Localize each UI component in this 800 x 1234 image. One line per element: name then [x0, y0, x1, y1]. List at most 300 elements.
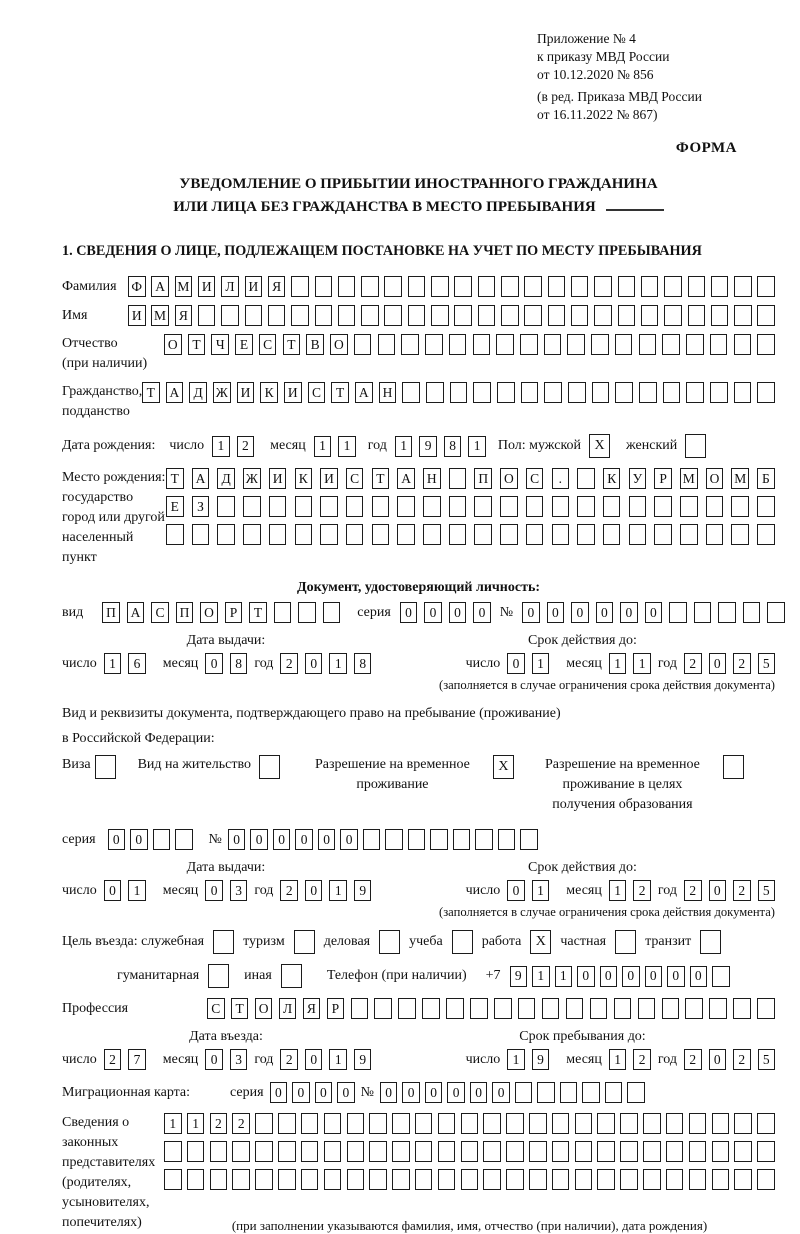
char-cell[interactable]	[537, 1082, 555, 1103]
char-cell[interactable]	[415, 1141, 433, 1162]
purpose-study-checkbox[interactable]	[452, 930, 473, 954]
char-cell[interactable]	[269, 524, 287, 545]
char-cell[interactable]	[483, 1113, 501, 1134]
phone-cells[interactable]	[510, 966, 730, 987]
char-cell[interactable]	[590, 998, 608, 1019]
char-cell[interactable]	[710, 382, 728, 403]
char-cell[interactable]	[295, 524, 313, 545]
char-cell[interactable]: 7	[128, 1049, 146, 1070]
char-cell[interactable]: 2	[733, 1049, 751, 1070]
char-cell[interactable]	[686, 334, 704, 355]
char-cell[interactable]	[210, 1169, 228, 1190]
char-cell[interactable]: 1	[104, 653, 122, 674]
char-cell[interactable]	[594, 305, 612, 326]
patronymic-cells[interactable]	[164, 334, 775, 355]
char-cell[interactable]	[718, 602, 736, 623]
education-permit-checkbox[interactable]	[723, 755, 744, 779]
char-cell[interactable]	[438, 1141, 456, 1162]
char-cell[interactable]: 2	[104, 1049, 122, 1070]
char-cell[interactable]	[372, 496, 390, 517]
char-cell[interactable]	[688, 276, 706, 297]
char-cell[interactable]: Т	[166, 468, 184, 489]
char-cell[interactable]: А	[355, 382, 373, 403]
purpose-official-checkbox[interactable]	[213, 930, 234, 954]
migration-number-cells[interactable]	[380, 1082, 645, 1103]
char-cell[interactable]: О	[164, 334, 182, 355]
char-cell[interactable]	[415, 1169, 433, 1190]
char-cell[interactable]	[597, 1141, 615, 1162]
char-cell[interactable]	[680, 496, 698, 517]
char-cell[interactable]: 2	[237, 436, 255, 457]
entry-year-cells[interactable]	[280, 1049, 371, 1070]
char-cell[interactable]	[666, 1141, 684, 1162]
char-cell[interactable]: 1	[329, 1049, 347, 1070]
char-cell[interactable]: Д	[189, 382, 207, 403]
identity-number-cells[interactable]	[522, 602, 785, 623]
char-cell[interactable]: И	[198, 276, 216, 297]
entry-month-cells[interactable]	[205, 1049, 247, 1070]
identity-type-cells[interactable]	[102, 602, 340, 623]
char-cell[interactable]	[278, 1141, 296, 1162]
char-cell[interactable]	[461, 1113, 479, 1134]
char-cell[interactable]	[582, 1082, 600, 1103]
char-cell[interactable]	[743, 602, 761, 623]
char-cell[interactable]	[734, 382, 752, 403]
residence-number-cells[interactable]	[228, 829, 538, 850]
residence-series-cells[interactable]	[108, 829, 193, 850]
char-cell[interactable]	[496, 334, 514, 355]
char-cell[interactable]: 2	[733, 880, 751, 901]
char-cell[interactable]: 0	[645, 602, 663, 623]
char-cell[interactable]	[544, 334, 562, 355]
char-cell[interactable]: Н	[423, 468, 441, 489]
char-cell[interactable]	[268, 305, 286, 326]
representatives-row3-cells[interactable]	[164, 1169, 775, 1190]
residence-permit-checkbox[interactable]	[259, 755, 280, 779]
char-cell[interactable]	[524, 276, 542, 297]
char-cell[interactable]: 0	[380, 1082, 398, 1103]
identity-expiry-year-cells[interactable]	[684, 653, 775, 674]
char-cell[interactable]	[618, 276, 636, 297]
char-cell[interactable]: 0	[622, 966, 640, 987]
char-cell[interactable]: Р	[327, 998, 345, 1019]
char-cell[interactable]	[483, 1169, 501, 1190]
char-cell[interactable]	[449, 496, 467, 517]
char-cell[interactable]: 1	[128, 880, 146, 901]
char-cell[interactable]	[425, 334, 443, 355]
char-cell[interactable]	[594, 276, 612, 297]
char-cell[interactable]	[529, 1141, 547, 1162]
char-cell[interactable]: 0	[250, 829, 268, 850]
char-cell[interactable]: И	[320, 468, 338, 489]
char-cell[interactable]	[591, 334, 609, 355]
char-cell[interactable]	[392, 1113, 410, 1134]
char-cell[interactable]: М	[151, 305, 169, 326]
char-cell[interactable]	[450, 382, 468, 403]
char-cell[interactable]	[597, 1113, 615, 1134]
char-cell[interactable]: 0	[108, 829, 126, 850]
char-cell[interactable]	[615, 382, 633, 403]
char-cell[interactable]	[408, 276, 426, 297]
char-cell[interactable]	[361, 276, 379, 297]
char-cell[interactable]	[401, 334, 419, 355]
char-cell[interactable]	[689, 1141, 707, 1162]
char-cell[interactable]: И	[269, 468, 287, 489]
char-cell[interactable]: 0	[205, 1049, 223, 1070]
char-cell[interactable]	[500, 524, 518, 545]
char-cell[interactable]	[685, 998, 703, 1019]
char-cell[interactable]	[255, 1141, 273, 1162]
char-cell[interactable]	[548, 276, 566, 297]
char-cell[interactable]	[347, 1141, 365, 1162]
char-cell[interactable]: И	[245, 276, 263, 297]
char-cell[interactable]	[757, 276, 775, 297]
char-cell[interactable]	[301, 1141, 319, 1162]
char-cell[interactable]	[654, 524, 672, 545]
char-cell[interactable]	[552, 1169, 570, 1190]
char-cell[interactable]	[757, 382, 775, 403]
surname-cells[interactable]	[128, 276, 775, 297]
birth-month-cells[interactable]	[314, 436, 356, 457]
char-cell[interactable]	[221, 305, 239, 326]
char-cell[interactable]	[369, 1113, 387, 1134]
char-cell[interactable]	[153, 829, 171, 850]
char-cell[interactable]: С	[308, 382, 326, 403]
sex-male-checkbox[interactable]: X	[589, 434, 610, 458]
birth-place-row3-cells[interactable]	[166, 524, 775, 545]
char-cell[interactable]: И	[284, 382, 302, 403]
char-cell[interactable]: 1	[338, 436, 356, 457]
char-cell[interactable]: З	[192, 496, 210, 517]
char-cell[interactable]: К	[603, 468, 621, 489]
char-cell[interactable]: 0	[402, 1082, 420, 1103]
char-cell[interactable]	[629, 496, 647, 517]
char-cell[interactable]	[639, 382, 657, 403]
char-cell[interactable]	[473, 382, 491, 403]
char-cell[interactable]	[620, 1169, 638, 1190]
char-cell[interactable]	[603, 524, 621, 545]
char-cell[interactable]	[666, 1169, 684, 1190]
char-cell[interactable]	[638, 998, 656, 1019]
char-cell[interactable]: П	[102, 602, 120, 623]
char-cell[interactable]: 0	[577, 966, 595, 987]
char-cell[interactable]: 1	[212, 436, 230, 457]
char-cell[interactable]: Д	[217, 468, 235, 489]
char-cell[interactable]	[597, 1169, 615, 1190]
char-cell[interactable]: О	[200, 602, 218, 623]
purpose-tourism-checkbox[interactable]	[294, 930, 315, 954]
char-cell[interactable]: 2	[280, 880, 298, 901]
char-cell[interactable]	[709, 998, 727, 1019]
char-cell[interactable]	[731, 524, 749, 545]
char-cell[interactable]: Е	[235, 334, 253, 355]
char-cell[interactable]	[315, 276, 333, 297]
char-cell[interactable]	[498, 829, 516, 850]
char-cell[interactable]: 1	[633, 653, 651, 674]
char-cell[interactable]	[298, 602, 316, 623]
char-cell[interactable]	[397, 496, 415, 517]
entry-day-cells[interactable]	[104, 1049, 146, 1070]
char-cell[interactable]	[274, 602, 292, 623]
identity-expiry-day-cells[interactable]	[507, 653, 549, 674]
char-cell[interactable]: 0	[547, 602, 565, 623]
char-cell[interactable]: 6	[128, 653, 146, 674]
char-cell[interactable]	[757, 1113, 775, 1134]
char-cell[interactable]	[320, 496, 338, 517]
char-cell[interactable]: В	[306, 334, 324, 355]
char-cell[interactable]: А	[397, 468, 415, 489]
char-cell[interactable]: 1	[329, 653, 347, 674]
char-cell[interactable]: 1	[507, 1049, 525, 1070]
char-cell[interactable]	[372, 524, 390, 545]
char-cell[interactable]: 2	[684, 880, 702, 901]
char-cell[interactable]: 0	[571, 602, 589, 623]
char-cell[interactable]	[571, 305, 589, 326]
char-cell[interactable]: 0	[425, 1082, 443, 1103]
char-cell[interactable]	[392, 1141, 410, 1162]
char-cell[interactable]: 0	[709, 880, 727, 901]
char-cell[interactable]	[291, 305, 309, 326]
char-cell[interactable]	[506, 1141, 524, 1162]
char-cell[interactable]: Ф	[128, 276, 146, 297]
temporary-permit-checkbox[interactable]: X	[493, 755, 514, 779]
char-cell[interactable]: 0	[492, 1082, 510, 1103]
char-cell[interactable]: 0	[447, 1082, 465, 1103]
char-cell[interactable]: 1	[555, 966, 573, 987]
char-cell[interactable]: 2	[684, 1049, 702, 1070]
char-cell[interactable]	[552, 524, 570, 545]
char-cell[interactable]	[566, 998, 584, 1019]
char-cell[interactable]: Н	[379, 382, 397, 403]
residence-expiry-month-cells[interactable]	[609, 880, 651, 901]
identity-series-cells[interactable]	[400, 602, 491, 623]
char-cell[interactable]	[757, 305, 775, 326]
char-cell[interactable]	[478, 305, 496, 326]
char-cell[interactable]	[643, 1169, 661, 1190]
char-cell[interactable]	[426, 382, 444, 403]
char-cell[interactable]	[757, 496, 775, 517]
char-cell[interactable]: 0	[709, 1049, 727, 1070]
char-cell[interactable]	[323, 602, 341, 623]
char-cell[interactable]	[338, 276, 356, 297]
char-cell[interactable]	[688, 305, 706, 326]
char-cell[interactable]	[392, 1169, 410, 1190]
residence-expiry-year-cells[interactable]	[684, 880, 775, 901]
char-cell[interactable]	[757, 524, 775, 545]
char-cell[interactable]	[506, 1169, 524, 1190]
char-cell[interactable]	[643, 1113, 661, 1134]
char-cell[interactable]: 0	[292, 1082, 310, 1103]
residence-option-education-permit[interactable]: Разрешение на временное проживание в целях получения образования	[530, 755, 744, 815]
char-cell[interactable]: 0	[228, 829, 246, 850]
char-cell[interactable]: 0	[470, 1082, 488, 1103]
char-cell[interactable]	[711, 305, 729, 326]
birth-year-cells[interactable]	[395, 436, 486, 457]
char-cell[interactable]	[757, 1141, 775, 1162]
char-cell[interactable]: Р	[654, 468, 672, 489]
char-cell[interactable]	[461, 1169, 479, 1190]
char-cell[interactable]	[478, 276, 496, 297]
char-cell[interactable]: М	[731, 468, 749, 489]
char-cell[interactable]: 0	[305, 880, 323, 901]
given-name-cells[interactable]	[128, 305, 775, 326]
char-cell[interactable]	[269, 496, 287, 517]
char-cell[interactable]	[734, 276, 752, 297]
char-cell[interactable]	[346, 524, 364, 545]
char-cell[interactable]: 1	[532, 966, 550, 987]
char-cell[interactable]: 0	[205, 653, 223, 674]
char-cell[interactable]: А	[127, 602, 145, 623]
char-cell[interactable]: 9	[532, 1049, 550, 1070]
char-cell[interactable]	[346, 496, 364, 517]
char-cell[interactable]	[217, 496, 235, 517]
char-cell[interactable]	[618, 305, 636, 326]
identity-issue-month-cells[interactable]	[205, 653, 247, 674]
char-cell[interactable]	[734, 334, 752, 355]
char-cell[interactable]	[470, 998, 488, 1019]
char-cell[interactable]	[666, 1113, 684, 1134]
purpose-work-checkbox[interactable]: X	[530, 930, 551, 954]
char-cell[interactable]: 0	[620, 602, 638, 623]
char-cell[interactable]: 5	[758, 1049, 776, 1070]
char-cell[interactable]	[711, 276, 729, 297]
char-cell[interactable]: 0	[424, 602, 442, 623]
char-cell[interactable]: 0	[340, 829, 358, 850]
char-cell[interactable]: П	[176, 602, 194, 623]
char-cell[interactable]: Т	[372, 468, 390, 489]
char-cell[interactable]	[324, 1113, 342, 1134]
char-cell[interactable]	[620, 1141, 638, 1162]
char-cell[interactable]	[192, 524, 210, 545]
char-cell[interactable]	[515, 1082, 533, 1103]
char-cell[interactable]	[605, 1082, 623, 1103]
char-cell[interactable]	[347, 1169, 365, 1190]
char-cell[interactable]	[639, 334, 657, 355]
char-cell[interactable]	[664, 305, 682, 326]
char-cell[interactable]	[706, 524, 724, 545]
char-cell[interactable]: 1	[532, 653, 550, 674]
char-cell[interactable]	[338, 305, 356, 326]
char-cell[interactable]: 0	[305, 653, 323, 674]
char-cell[interactable]	[712, 966, 730, 987]
char-cell[interactable]: 0	[507, 880, 525, 901]
char-cell[interactable]: Р	[225, 602, 243, 623]
char-cell[interactable]	[461, 1141, 479, 1162]
char-cell[interactable]: Т	[231, 998, 249, 1019]
char-cell[interactable]	[506, 1113, 524, 1134]
char-cell[interactable]: 5	[758, 653, 776, 674]
char-cell[interactable]: У	[629, 468, 647, 489]
char-cell[interactable]	[731, 496, 749, 517]
char-cell[interactable]	[320, 524, 338, 545]
char-cell[interactable]	[521, 382, 539, 403]
char-cell[interactable]	[408, 829, 426, 850]
char-cell[interactable]: Л	[221, 276, 239, 297]
identity-expiry-month-cells[interactable]	[609, 653, 651, 674]
char-cell[interactable]	[385, 829, 403, 850]
char-cell[interactable]	[291, 276, 309, 297]
identity-issue-day-cells[interactable]	[104, 653, 146, 674]
char-cell[interactable]	[680, 524, 698, 545]
char-cell[interactable]: 0	[205, 880, 223, 901]
char-cell[interactable]: О	[330, 334, 348, 355]
char-cell[interactable]: Я	[303, 998, 321, 1019]
char-cell[interactable]: И	[128, 305, 146, 326]
char-cell[interactable]: 1	[609, 653, 627, 674]
char-cell[interactable]: А	[166, 382, 184, 403]
char-cell[interactable]: 0	[709, 653, 727, 674]
char-cell[interactable]: Я	[175, 305, 193, 326]
char-cell[interactable]: 0	[305, 1049, 323, 1070]
char-cell[interactable]: 1	[609, 1049, 627, 1070]
char-cell[interactable]	[669, 602, 687, 623]
char-cell[interactable]	[278, 1113, 296, 1134]
char-cell[interactable]	[255, 1169, 273, 1190]
blank-underline[interactable]	[606, 199, 664, 211]
char-cell[interactable]	[712, 1113, 730, 1134]
char-cell[interactable]	[734, 1141, 752, 1162]
char-cell[interactable]: 2	[733, 653, 751, 674]
sex-female-checkbox[interactable]	[685, 434, 706, 458]
char-cell[interactable]: Т	[283, 334, 301, 355]
char-cell[interactable]	[686, 382, 704, 403]
char-cell[interactable]	[351, 998, 369, 1019]
char-cell[interactable]: 0	[270, 1082, 288, 1103]
char-cell[interactable]	[577, 468, 595, 489]
char-cell[interactable]	[278, 1169, 296, 1190]
char-cell[interactable]	[629, 524, 647, 545]
char-cell[interactable]	[710, 334, 728, 355]
char-cell[interactable]	[577, 524, 595, 545]
char-cell[interactable]	[449, 524, 467, 545]
char-cell[interactable]	[627, 1082, 645, 1103]
char-cell[interactable]	[734, 305, 752, 326]
char-cell[interactable]	[603, 496, 621, 517]
char-cell[interactable]: Т	[331, 382, 349, 403]
char-cell[interactable]	[454, 305, 472, 326]
char-cell[interactable]	[361, 305, 379, 326]
char-cell[interactable]	[614, 998, 632, 1019]
char-cell[interactable]	[198, 305, 216, 326]
char-cell[interactable]	[767, 602, 785, 623]
char-cell[interactable]	[734, 1169, 752, 1190]
char-cell[interactable]	[664, 276, 682, 297]
char-cell[interactable]	[232, 1169, 250, 1190]
char-cell[interactable]	[544, 382, 562, 403]
char-cell[interactable]	[706, 496, 724, 517]
char-cell[interactable]: М	[175, 276, 193, 297]
char-cell[interactable]	[431, 276, 449, 297]
char-cell[interactable]	[501, 276, 519, 297]
birth-day-cells[interactable]	[212, 436, 254, 457]
char-cell[interactable]	[641, 276, 659, 297]
char-cell[interactable]	[324, 1169, 342, 1190]
char-cell[interactable]: 1	[532, 880, 550, 901]
char-cell[interactable]	[430, 829, 448, 850]
stay-day-cells[interactable]	[507, 1049, 549, 1070]
char-cell[interactable]	[397, 524, 415, 545]
char-cell[interactable]: 0	[273, 829, 291, 850]
char-cell[interactable]: Ж	[243, 468, 261, 489]
char-cell[interactable]	[552, 1113, 570, 1134]
char-cell[interactable]	[175, 829, 193, 850]
char-cell[interactable]	[243, 496, 261, 517]
char-cell[interactable]: С	[526, 468, 544, 489]
char-cell[interactable]: 1	[187, 1113, 205, 1134]
char-cell[interactable]: Я	[268, 276, 286, 297]
char-cell[interactable]	[567, 334, 585, 355]
char-cell[interactable]	[615, 334, 633, 355]
